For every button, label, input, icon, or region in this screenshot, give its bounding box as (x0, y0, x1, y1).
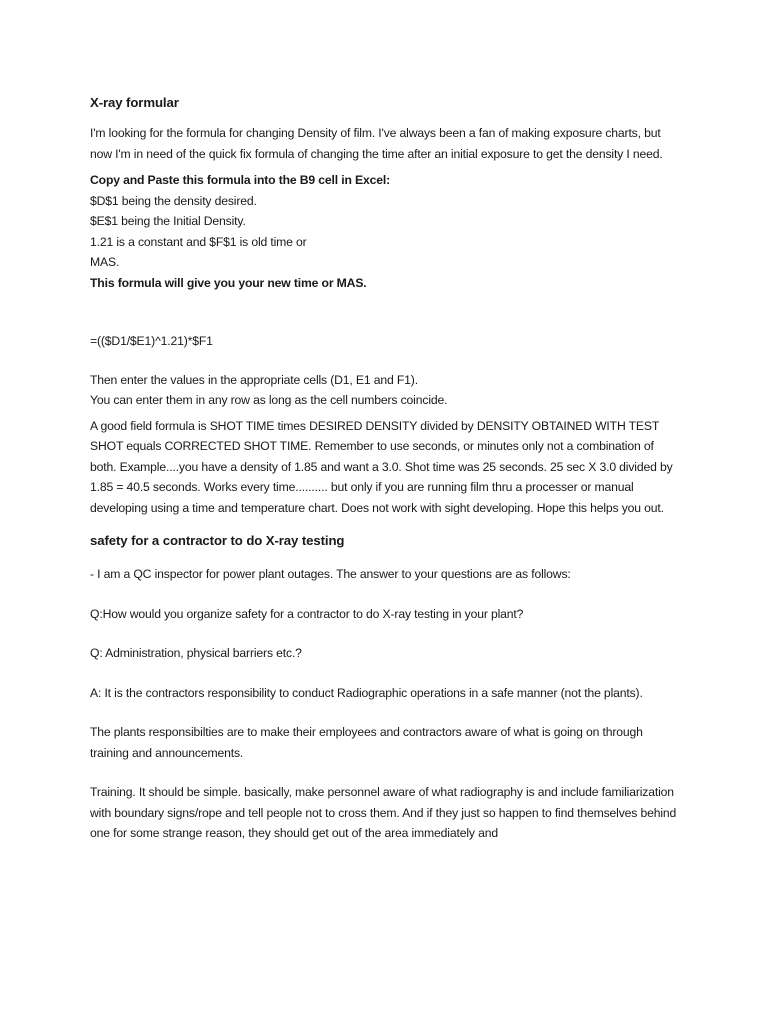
enter-values-block (90, 370, 690, 411)
section-heading-safety: safety for a contractor to do X-ray testing (90, 533, 345, 548)
responsibilities-paragraph: The plants responsibilties are to make their employees and contractors aware of what is going on through training and announcements. (90, 725, 643, 760)
qc-intro: - I am a QC inspector for power plant outages. The answer to your questions are as follows: (90, 567, 571, 581)
enter-line-1: Then enter the values in the appropriate cells (D1, E1 and F1). (90, 372, 418, 387)
excel-instructions (90, 170, 690, 293)
enter-line-2: You can enter them in any row as long as the cell numbers coincide. (90, 393, 448, 407)
formula-text: =(($D1/$E1)^1.21)*$F1 (90, 334, 213, 348)
intro-paragraph: I'm looking for the formula for changing Density of film. I've always been a fan of making exposure charts, but now I'm in need of the quick fix formula of changing the time after an initial exposure to get the density I need. (90, 126, 663, 161)
excel-line-3: $E$1 being the Initial Density. (90, 214, 246, 228)
section-heading-xray-formular: X-ray formular (90, 95, 179, 110)
question-2: Q: Administration, physical barriers etc.? (90, 646, 302, 660)
document-page (90, 93, 690, 844)
excel-line-4: 1.21 is a constant and $F$1 is old time or (90, 234, 307, 249)
question-1: Q:How would you organize safety for a contractor to do X-ray testing in your plant? (90, 606, 524, 621)
excel-line-6: This formula will give you your new time or MAS. (90, 275, 367, 290)
excel-line-5: MAS. (90, 255, 120, 269)
answer-1: A: It is the contractors responsibility to conduct Radiographic operations in a safe manner (not the plants). (90, 685, 643, 700)
excel-line-2: $D$1 being the density desired. (90, 193, 257, 208)
field-formula-paragraph: A good field formula is SHOT TIME times DESIRED DENSITY divided by DENSITY OBTAINED WITH TEST SHOT equals CORRECTED SHOT TIME. Remember to use seconds, or minutes only not a combination of both. Example....you have a density of 1.85 and want a 3.0. Shot time was 25 seconds. 25 sec X 3.0 divided by 1.85 = 40.5 seconds. Works every time.......... but only if you are running film thru a processer or manual developing using a time and temperature chart. Does not work with sight developing. Hope this helps you out. (90, 418, 673, 515)
training-paragraph: Training. It should be simple. basically, make personnel aware of what radiography is and include familiarization with boundary signs/rope and tell people not to cross them. And if they just so happen to find themselves behind one for some strange reason, they should get out of the area immediately and (90, 785, 677, 840)
excel-line-1: Copy and Paste this formula into the B9 cell in Excel: (90, 173, 391, 187)
